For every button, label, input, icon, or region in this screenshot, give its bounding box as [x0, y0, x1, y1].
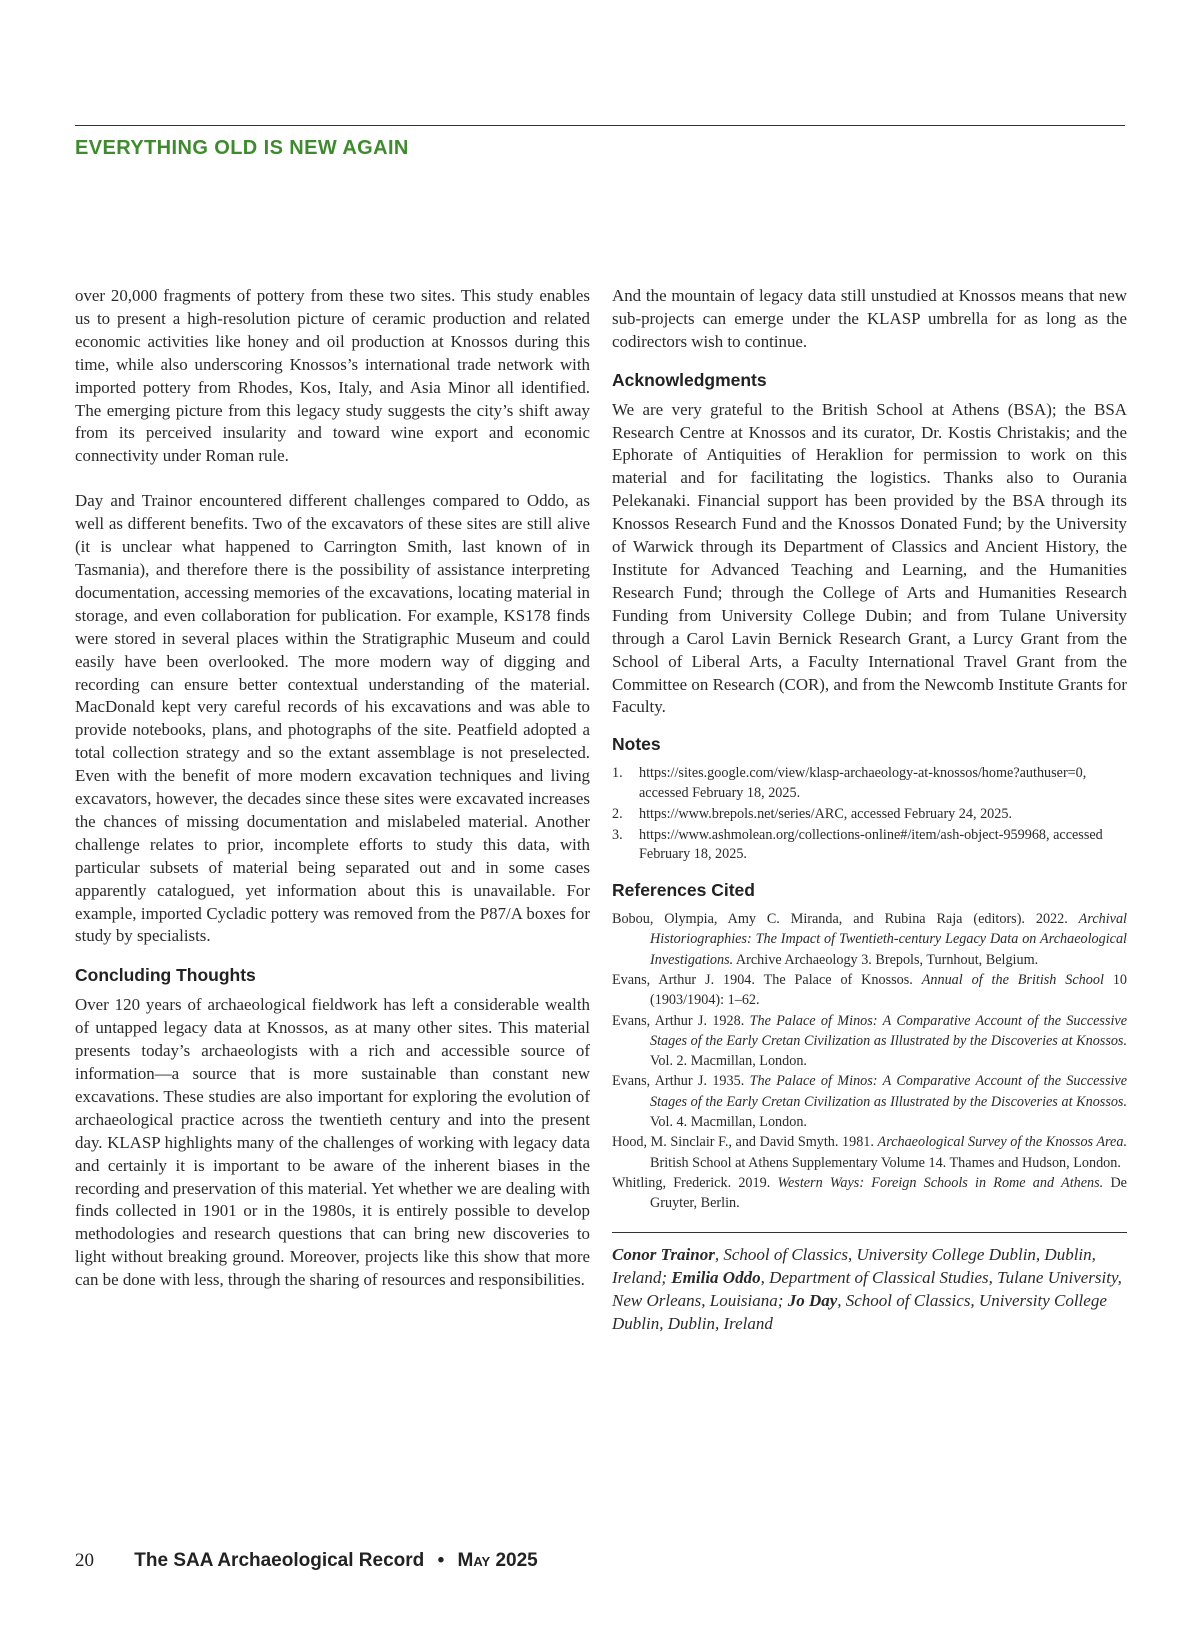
reference-entry	[612, 1011, 1127, 1072]
issue-date: May 2025	[457, 1550, 538, 1571]
notes-list	[612, 764, 1127, 865]
reference-entry	[612, 1132, 1127, 1173]
notes-heading: Notes	[612, 734, 661, 755]
author-affiliation: , School of Classics, University College Dublin, Dublin, Ireland	[612, 1290, 1107, 1334]
reference-authors: Evans, Arthur J. 1935.	[612, 1073, 750, 1090]
note-item	[612, 764, 1127, 804]
section-title: EVERYTHING OLD IS NEW AGAIN	[75, 137, 409, 159]
reference-authors: Evans, Arthur J. 1904. The Palace of Knossos.	[612, 972, 922, 988]
reference-title: Western Ways: Foreign Schools in Rome and Athens.	[777, 1174, 1104, 1191]
reference-authors: Evans, Arthur J. 1928.	[612, 1012, 750, 1029]
right-column	[612, 285, 1127, 1335]
reference-publisher: Archive Archaeology 3. Brepols, Turnhout, Belgium.	[733, 951, 1039, 968]
left-column	[75, 285, 590, 1292]
author-name: Jo Day	[787, 1290, 838, 1310]
concluding-paragraph: Over 120 years of archaeological fieldwork has left a considerable wealth of untapped legacy data at Knossos, as at many other sites. This material presents today’s archaeologists with a rich and accessible source of information—a source that is more sustainable than constant new excavations. These studies are also important for exploring the evolution of archaeological practice across the twentieth century and into the present day. KLASP highlights many of the challenges of working with legacy data and certainly it is important to be aware of the inherent biases in the recording and preservation of this material. Yet whether we are dealing with finds collected in 1901 or in the 1980s, it is entirely possible to develop methodologies and research questions that can bring new discoveries to light without breaking ground. Moreover, projects like this show that more can be done with less, through the sharing of resources and responsibilities.	[75, 995, 590, 1290]
reference-publisher: Vol. 2. Macmillan, London.	[650, 1053, 807, 1070]
reference-publisher: De Gruyter, Berlin.	[650, 1174, 1127, 1212]
reference-title: The Palace of Minos: A Comparative Account of the Successive Stages of the Early Cretan Civilization as Illustrated by the Discoveries at Knossos.	[650, 1012, 1127, 1049]
header-rule	[75, 125, 1125, 126]
reference-title: Archaeological Survey of the Knossos Area.	[877, 1134, 1127, 1151]
reference-entry	[612, 909, 1127, 970]
author-affiliations	[612, 1243, 1127, 1336]
body-paragraph: Day and Trainor encountered different challenges compared to Oddo, as well as different benefits. Two of the excavators of these sites are still alive (it is unclear what happened to Carrington Smith, last known of in Tasmania), and therefore there is the possibility of assistance interpreting documentation, accessing memories of the excavations, locating material in storage, and even collaboration for publication. For example, KS178 finds were stored in several places within the Stratigraphic Museum and could easily have been overlooked. The more modern way of digging and recording can ensure better contextual understanding of the material. MacDonald kept very careful records of his excavations and was able to provide notebooks, plans, and photographs of the site. Peatfield adopted a total collection strategy and so the extant assemblage is not preselected. Even with the benefit of more modern excavation techniques and living excavators, however, the decades since these sites were excavated increases the chances of missing documentation and mislabeled material. Another challenge relates to prior, incomplete efforts to study this data, with particular subsets of material being separated out and in some cases apparently catalogued, yet information about this is unavailable. For example, imported Cycladic pottery was removed from the P87/A boxes for study by specialists.	[75, 491, 590, 946]
reference-publisher: 10 (1903/1904): 1–62.	[650, 972, 1128, 1009]
reference-entry	[612, 1071, 1127, 1132]
note-number: 3.	[612, 826, 623, 843]
concluding-heading: Concluding Thoughts	[75, 965, 256, 986]
affiliations-rule	[612, 1232, 1127, 1233]
page-footer	[75, 1550, 538, 1572]
reference-entry	[612, 1173, 1127, 1214]
note-item	[612, 805, 1127, 825]
journal-title: The SAA Archaeological Record	[134, 1550, 425, 1571]
author-affiliation: , Department of Classical Studies, Tulane University, New Orleans, Louisiana;	[612, 1267, 1122, 1310]
reference-title: Archival Historiographies: The Impact of Twentieth-century Legacy Data on Archaeological Investigations.	[650, 911, 1127, 968]
reference-publisher: Vol. 4. Macmillan, London.	[650, 1114, 807, 1131]
bullet-separator: •	[437, 1550, 445, 1571]
acknowledgments-heading: Acknowledgments	[612, 369, 767, 390]
author-name: Emilia Oddo	[671, 1267, 761, 1287]
references-heading: References Cited	[612, 880, 755, 901]
note-number: 1.	[612, 765, 623, 782]
reference-entry	[612, 970, 1127, 1011]
reference-title: Annual of the British School	[921, 972, 1104, 988]
note-link[interactable]: https://www.brepols.net/series/ARC, accessed February 24, 2025.	[639, 805, 1013, 822]
page-number: 20	[75, 1550, 94, 1571]
intro-paragraph: And the mountain of legacy data still unstudied at Knossos means that new sub-projects can emerge under the KLASP umbrella for as long as the codirectors wish to continue.	[612, 286, 1127, 351]
note-link[interactable]: https://sites.google.com/view/klasp-archaeology-at-knossos/home?authuser=0, accessed February 18, 2025.	[639, 765, 1087, 802]
author-affiliation: , School of Classics, University College Dublin, Dublin, Ireland;	[612, 1244, 1096, 1287]
acknowledgments-paragraph: We are very grateful to the British School at Athens (BSA); the BSA Research Centre at Knossos and its curator, Dr. Kostis Christakis; and the Ephorate of Antiquities of Heraklion for permission to work on this material and for facilitating the logistics. Thanks also to Ourania Pelekanaki. Financial support has been provided by the BSA through its Knossos Research Fund and the Knossos Donated Fund; by the University of Warwick through its Department of Classics and Ancient History, the Institute for Advanced Teaching and Learning, and the Humanities Research Fund; through the College of Arts and Humanities Research Funding from University College Dubin; and from Tulane University through a Carol Lavin Bernick Research Grant, a Lurcy Grant from the School of Liberal Arts, a Faculty International Travel Grant from the Committee on Research (COR), and from the Newcomb Institute Grants for Faculty.	[612, 399, 1127, 717]
reference-authors: Whitling, Frederick. 2019.	[612, 1174, 778, 1191]
note-number: 2.	[612, 805, 623, 822]
references-list	[612, 909, 1127, 1213]
reference-title: The Palace of Minos: A Comparative Account of the Successive Stages of the Early Cretan Civilization as Illustrated by the Discoveries at Knossos.	[650, 1073, 1127, 1110]
note-item	[612, 826, 1127, 866]
body-paragraph: over 20,000 fragments of pottery from these two sites. This study enables us to present a high-resolution picture of ceramic production and related economic activities like honey and oil production at Knossos during this time, while also underscoring Knossos’s international trade network with imported pottery from Rhodes, Kos, Italy, and Asia Minor all identified. The emerging picture from this legacy study suggests the city’s shift away from its perceived insularity and toward wine export and economic connectivity under Roman rule.	[75, 286, 590, 466]
author-name: Conor Trainor	[612, 1244, 715, 1264]
reference-publisher: British School at Athens Supplementary Volume 14. Thames and Hudson, London.	[650, 1154, 1121, 1171]
reference-authors: Hood, M. Sinclair F., and David Smyth. 1981.	[612, 1134, 878, 1151]
reference-authors: Bobou, Olympia, Amy C. Miranda, and Rubina Raja (editors). 2022.	[612, 911, 1079, 928]
note-link[interactable]: https://www.ashmolean.org/collections-online#/item/ash-object-959968, accessed February 18, 2025.	[639, 826, 1103, 863]
